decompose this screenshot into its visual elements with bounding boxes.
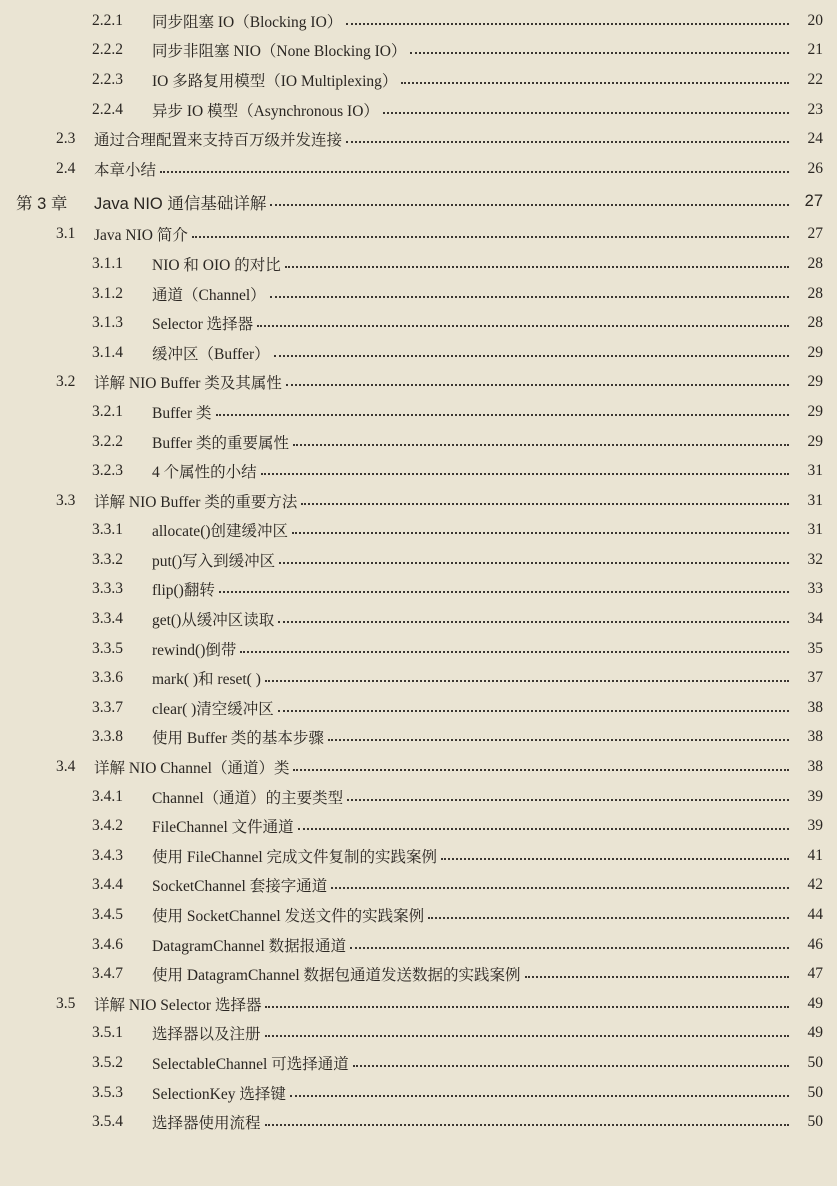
toc-subsection-entry[interactable] — [0, 65, 837, 95]
toc-subsection-entry[interactable] — [0, 811, 837, 841]
toc-subsection-entry[interactable] — [0, 36, 837, 66]
dot-leader — [265, 1124, 789, 1126]
toc-entry-page-number: 39 — [807, 787, 823, 805]
dot-leader — [383, 112, 789, 114]
toc-section-entry[interactable] — [0, 989, 837, 1019]
dot-leader — [401, 82, 789, 84]
toc-entry-number: 3.3.6 — [92, 669, 123, 687]
toc-subsection-entry[interactable] — [0, 308, 837, 338]
toc-section-entry[interactable] — [0, 752, 837, 782]
dot-leader — [293, 769, 789, 771]
toc-entry-page-number: 31 — [807, 462, 823, 480]
toc-subsection-entry[interactable] — [0, 516, 837, 546]
toc-entry-title: IO 多路复用模型（IO Multiplexing） — [152, 72, 398, 90]
toc-subsection-entry[interactable] — [0, 871, 837, 901]
toc-entry-title: 选择器使用流程 — [152, 1115, 261, 1133]
toc-entry-number: 3.5 — [56, 994, 76, 1012]
toc-entry-page-number: 34 — [807, 610, 823, 628]
toc-entry-number: 3.5.2 — [92, 1053, 123, 1071]
toc-entry-page-number: 41 — [807, 846, 823, 864]
toc-entry-title: 详解 NIO Buffer 类的重要方法 — [94, 493, 298, 511]
dot-leader — [274, 355, 789, 357]
toc-entry-title: put()写入到缓冲区 — [152, 552, 276, 570]
dot-leader — [298, 828, 789, 830]
dot-leader — [525, 976, 789, 978]
toc-entry-title: Buffer 类的重要属性 — [152, 434, 290, 452]
toc-entry-number: 3.4.7 — [92, 965, 123, 983]
toc-entry-number: 3.2.2 — [92, 432, 123, 450]
table-of-contents — [0, 6, 837, 1137]
toc-entry-title: clear( )清空缓冲区 — [152, 700, 274, 718]
toc-entry-title: 使用 Buffer 类的基本步骤 — [152, 730, 324, 748]
toc-entry-page-number: 49 — [807, 994, 823, 1012]
toc-entry-title: 通过合理配置来支持百万级并发连接 — [94, 132, 343, 150]
toc-entry-title: 异步 IO 模型（Asynchronous IO） — [152, 102, 379, 120]
toc-entry-title: SelectionKey 选择键 — [152, 1085, 286, 1103]
dot-leader — [347, 799, 789, 801]
toc-entry-number: 第 3 章 — [16, 194, 68, 213]
toc-entry-number: 3.5.3 — [92, 1083, 123, 1101]
toc-subsection-entry[interactable] — [0, 427, 837, 457]
dot-leader — [192, 236, 789, 238]
dot-leader — [265, 1006, 789, 1008]
toc-subsection-entry[interactable] — [0, 782, 837, 812]
toc-entry-number: 3.3 — [56, 491, 76, 509]
toc-entry-number: 3.2 — [56, 373, 76, 391]
toc-entry-number: 3.1 — [56, 225, 76, 243]
toc-entry-page-number: 27 — [804, 192, 823, 211]
dot-leader — [240, 651, 789, 653]
toc-entry-page-number: 28 — [807, 314, 823, 332]
toc-entry-number: 2.2.3 — [92, 70, 123, 88]
toc-subsection-entry[interactable] — [0, 900, 837, 930]
dot-leader — [216, 414, 789, 416]
toc-subsection-entry[interactable] — [0, 634, 837, 664]
toc-entry-page-number: 50 — [807, 1113, 823, 1131]
toc-entry-title: mark( )和 reset( ) — [152, 671, 261, 689]
dot-leader — [278, 621, 789, 623]
toc-entry-title: rewind()倒带 — [152, 641, 237, 659]
dot-leader — [328, 739, 789, 741]
toc-entry-title: flip()翻转 — [152, 582, 215, 600]
toc-entry-number: 3.1.4 — [92, 343, 123, 361]
toc-entry-page-number: 29 — [807, 343, 823, 361]
toc-entry-number: 3.4.6 — [92, 935, 123, 953]
toc-subsection-entry[interactable] — [0, 1048, 837, 1078]
dot-leader — [285, 266, 789, 268]
toc-subsection-entry[interactable] — [0, 663, 837, 693]
toc-subsection-entry[interactable] — [0, 1078, 837, 1108]
toc-entry-number: 3.3.5 — [92, 639, 123, 657]
toc-entry-number: 3.3.8 — [92, 728, 123, 746]
toc-entry-title: Channel（通道）的主要类型 — [152, 789, 344, 807]
dot-leader — [278, 710, 789, 712]
dot-leader — [160, 171, 789, 173]
toc-entry-number: 3.4 — [56, 758, 76, 776]
toc-entry-number: 3.4.2 — [92, 817, 123, 835]
toc-entry-page-number: 46 — [807, 935, 823, 953]
toc-chapter-entry[interactable] — [0, 184, 837, 220]
toc-entry-number: 2.2.2 — [92, 41, 123, 59]
toc-entry-title: 通道（Channel） — [152, 286, 266, 304]
toc-entry-number: 3.1.3 — [92, 314, 123, 332]
toc-subsection-entry[interactable] — [0, 397, 837, 427]
toc-entry-title: 详解 NIO Selector 选择器 — [94, 996, 262, 1014]
toc-entry-title: 同步阻塞 IO（Blocking IO） — [152, 13, 343, 31]
toc-entry-number: 3.3.2 — [92, 550, 123, 568]
toc-entry-page-number: 20 — [807, 11, 823, 29]
toc-subsection-entry[interactable] — [0, 338, 837, 368]
toc-subsection-entry[interactable] — [0, 456, 837, 486]
toc-entry-page-number: 38 — [807, 698, 823, 716]
toc-subsection-entry[interactable] — [0, 959, 837, 989]
dot-leader — [353, 1065, 789, 1067]
toc-entry-title: FileChannel 文件通道 — [152, 819, 294, 837]
toc-entry-page-number: 47 — [807, 965, 823, 983]
toc-entry-page-number: 29 — [807, 402, 823, 420]
toc-entry-title: 选择器以及注册 — [152, 1026, 261, 1044]
dot-leader — [261, 473, 789, 475]
toc-entry-number: 3.1.2 — [92, 284, 123, 302]
toc-entry-page-number: 42 — [807, 876, 823, 894]
dot-leader — [286, 384, 789, 386]
toc-entry-number: 2.4 — [56, 159, 76, 177]
toc-entry-number: 3.3.3 — [92, 580, 123, 598]
dot-leader — [293, 444, 789, 446]
dot-leader — [265, 1035, 789, 1037]
toc-entry-page-number: 29 — [807, 432, 823, 450]
toc-section-entry[interactable] — [0, 220, 837, 250]
toc-subsection-entry[interactable] — [0, 95, 837, 125]
toc-entry-page-number: 31 — [807, 521, 823, 539]
toc-entry-number: 3.4.4 — [92, 876, 123, 894]
toc-entry-title: SocketChannel 套接字通道 — [152, 878, 328, 896]
toc-subsection-entry[interactable] — [0, 1107, 837, 1137]
toc-entry-title: SelectableChannel 可选择通道 — [152, 1055, 349, 1073]
toc-entry-title: allocate()创建缓冲区 — [152, 523, 289, 541]
toc-entry-title: 本章小结 — [94, 161, 157, 179]
dot-leader — [279, 562, 789, 564]
toc-entry-page-number: 38 — [807, 758, 823, 776]
dot-leader — [441, 858, 789, 860]
toc-subsection-entry[interactable] — [0, 575, 837, 605]
toc-entry-number: 3.1.1 — [92, 254, 123, 272]
toc-entry-page-number: 39 — [807, 817, 823, 835]
toc-entry-number: 3.3.7 — [92, 698, 123, 716]
toc-section-entry[interactable] — [0, 368, 837, 398]
toc-entry-number: 3.5.4 — [92, 1113, 123, 1131]
toc-entry-title: 使用 DatagramChannel 数据包通道发送数据的实践案例 — [152, 967, 521, 985]
toc-subsection-entry[interactable] — [0, 6, 837, 36]
toc-entry-title: get()从缓冲区读取 — [152, 612, 275, 630]
toc-entry-title: Java NIO 简介 — [94, 227, 188, 245]
toc-entry-title: Java NIO 通信基础详解 — [94, 194, 267, 213]
toc-entry-title: 详解 NIO Channel（通道）类 — [94, 760, 290, 778]
toc-entry-page-number: 28 — [807, 284, 823, 302]
toc-entry-number: 3.3.4 — [92, 610, 123, 628]
toc-entry-page-number: 33 — [807, 580, 823, 598]
toc-entry-page-number: 24 — [807, 130, 823, 148]
toc-entry-page-number: 35 — [807, 639, 823, 657]
dot-leader — [301, 503, 789, 505]
dot-leader — [270, 296, 789, 298]
toc-entry-title: DatagramChannel 数据报通道 — [152, 937, 347, 955]
toc-entry-page-number: 29 — [807, 373, 823, 391]
toc-entry-number: 3.5.1 — [92, 1024, 123, 1042]
toc-section-entry[interactable] — [0, 154, 837, 184]
toc-entry-number: 2.2.4 — [92, 100, 123, 118]
toc-entry-title: NIO 和 OIO 的对比 — [152, 256, 281, 274]
dot-leader — [331, 887, 789, 889]
toc-subsection-entry[interactable] — [0, 693, 837, 723]
toc-entry-number: 3.4.1 — [92, 787, 123, 805]
toc-entry-page-number: 38 — [807, 728, 823, 746]
toc-entry-number: 3.3.1 — [92, 521, 123, 539]
toc-entry-page-number: 31 — [807, 491, 823, 509]
dot-leader — [410, 52, 789, 54]
toc-section-entry[interactable] — [0, 486, 837, 516]
toc-entry-page-number: 27 — [807, 225, 823, 243]
dot-leader — [265, 680, 789, 682]
toc-entry-page-number: 37 — [807, 669, 823, 687]
dot-leader — [346, 23, 789, 25]
toc-entry-title: Selector 选择器 — [152, 316, 254, 334]
toc-subsection-entry[interactable] — [0, 930, 837, 960]
toc-subsection-entry[interactable] — [0, 1019, 837, 1049]
dot-leader — [346, 141, 789, 143]
toc-entry-title: 4 个属性的小结 — [152, 464, 257, 482]
toc-entry-page-number: 50 — [807, 1083, 823, 1101]
toc-entry-title: Buffer 类 — [152, 404, 212, 422]
toc-entry-title: 使用 SocketChannel 发送文件的实践案例 — [152, 908, 425, 926]
dot-leader — [257, 325, 789, 327]
toc-entry-page-number: 23 — [807, 100, 823, 118]
dot-leader — [219, 591, 789, 593]
dot-leader — [428, 917, 789, 919]
toc-subsection-entry[interactable] — [0, 841, 837, 871]
toc-entry-number: 2.2.1 — [92, 11, 123, 29]
toc-subsection-entry[interactable] — [0, 723, 837, 753]
toc-subsection-entry[interactable] — [0, 604, 837, 634]
dot-leader — [270, 204, 789, 206]
toc-entry-page-number: 28 — [807, 254, 823, 272]
toc-entry-number: 3.4.3 — [92, 846, 123, 864]
toc-entry-number: 3.2.3 — [92, 462, 123, 480]
toc-entry-page-number: 22 — [807, 70, 823, 88]
dot-leader — [290, 1095, 789, 1097]
toc-subsection-entry[interactable] — [0, 279, 837, 309]
toc-entry-page-number: 21 — [807, 41, 823, 59]
toc-entry-page-number: 50 — [807, 1053, 823, 1071]
toc-entry-page-number: 44 — [807, 906, 823, 924]
toc-entry-title: 使用 FileChannel 完成文件复制的实践案例 — [152, 848, 438, 866]
toc-section-entry[interactable] — [0, 124, 837, 154]
toc-entry-page-number: 26 — [807, 159, 823, 177]
toc-entry-title: 同步非阻塞 NIO（None Blocking IO） — [152, 43, 407, 61]
toc-entry-number: 2.3 — [56, 130, 76, 148]
toc-entry-page-number: 32 — [807, 550, 823, 568]
toc-subsection-entry[interactable] — [0, 249, 837, 279]
toc-entry-number: 3.4.5 — [92, 906, 123, 924]
dot-leader — [350, 947, 789, 949]
toc-entry-page-number: 49 — [807, 1024, 823, 1042]
toc-subsection-entry[interactable] — [0, 545, 837, 575]
toc-entry-title: 缓冲区（Buffer） — [152, 345, 270, 363]
toc-entry-number: 3.2.1 — [92, 402, 123, 420]
dot-leader — [292, 532, 789, 534]
toc-entry-title: 详解 NIO Buffer 类及其属性 — [94, 375, 282, 393]
